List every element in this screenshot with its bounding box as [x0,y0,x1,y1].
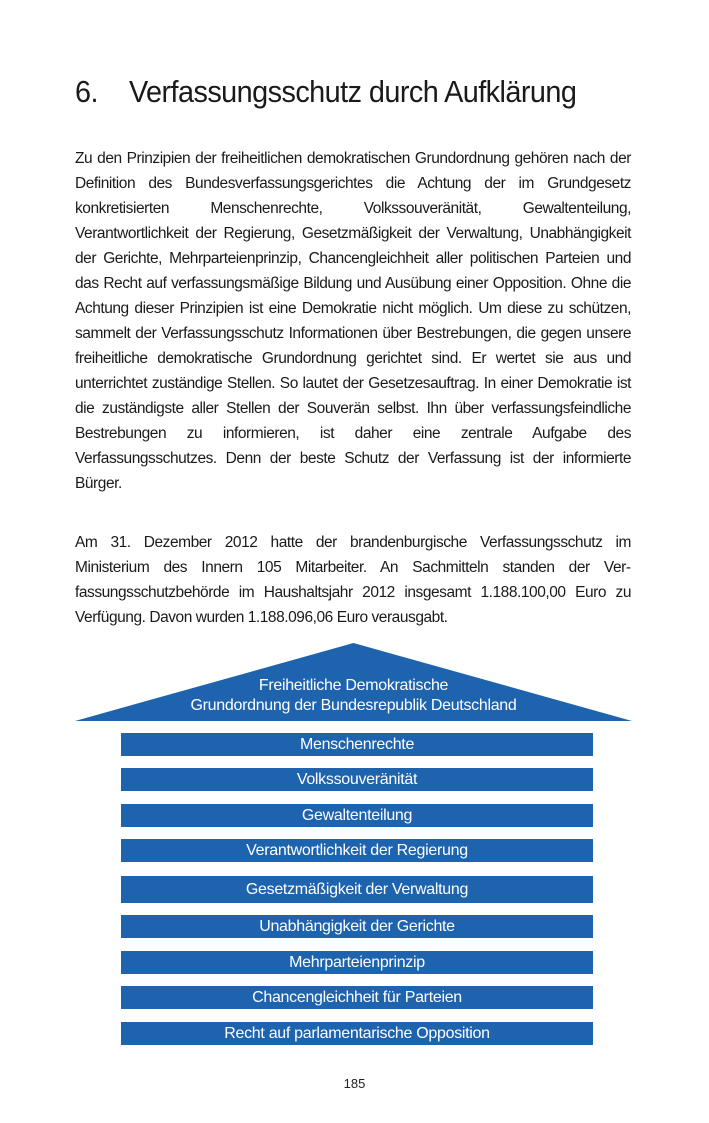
pillar-verantwortlichkeit: Verantwortlichkeit der Regierung [121,839,593,862]
pillar-volkssouveraenitaet: Volkssouveränität [121,768,593,791]
pillar-gesetzmaessigkeit: Gesetzmäßigkeit der Verwaltung [121,876,593,903]
diagram-roof-label [75,676,632,716]
pillar-opposition: Recht auf parlamentarische Opposition [121,1022,593,1045]
page-number: 185 [343,1076,366,1091]
body-paragraph-2: Am 31. Dezember 2012 hatte der brandenburgische Verfassungsschutz im Ministerium des Innern 105 Mitarbeiter. An Sachmitteln standen der Verfassungsschutzbehörde im Haushaltsjahr 2012 insgesamt 1.188.100,00 Euro zu Verfügung. Davon wurden 1.188.096,06 Euro verausgabt. [75,534,631,626]
pillar-gewaltenteilung: Gewaltenteilung [121,804,593,827]
roof-label-line-1: Freiheitliche Demokratische [258,677,449,694]
body-paragraph-1: Zu den Prinzipien der freiheitlichen demokratischen Grundordnung gehören nach der Definition des Bundesverfassungsgerichtes die Achtung der im Grundgesetz konkretisierten Menschenrechte, Volkssouveränität, Gewaltenteilung, Verantwortlichkeit der Regierung, Gesetzmäßigkeit der Verwaltung, Unabhängigkeit der Gerichte, Mehrparteienprinzip, Chancengleichheit aller politischen Parteien und das Recht auf verfassungsmäßige Bildung und Ausübung einer Opposition. Ohne die Achtung dieser Prinzipien ist eine Demokratie nicht möglich. Um diese zu schützen, sammelt der Verfassungsschutz Informationen über Bestrebungen, die gegen unsere freiheitliche demokratische Grundordnung gerichtet sind. Er wertet sie aus und unterrichtet zuständige Stellen. So lautet der Gesetzesauftrag. In einer Demokratie ist die zuständigste aller Stellen der Souverän selbst. Ihn über verfassungsfeindliche Bestrebungen zu informieren, ist daher eine zentrale Aufgabe des Verfassungsschutzes. Denn der beste Schutz der Verfassung ist der informierte Bürger. [75,150,631,492]
chapter-number: 6. [75,74,98,109]
pillar-unabhaengigkeit: Unabhängigkeit der Gerichte [121,915,593,938]
chapter-title: Verfassungsschutz durch Aufklärung [128,74,577,109]
pillar-mehrparteienprinzip: Mehrparteienprinzip [121,951,593,974]
roof-label-line-2: Grundordnung der Bundesrepublik Deutschland [190,697,517,714]
pillar-menschenrechte: Menschenrechte [121,733,593,756]
chapter-heading [75,72,605,112]
pillar-chancengleichheit: Chancengleichheit für Parteien [121,986,593,1009]
